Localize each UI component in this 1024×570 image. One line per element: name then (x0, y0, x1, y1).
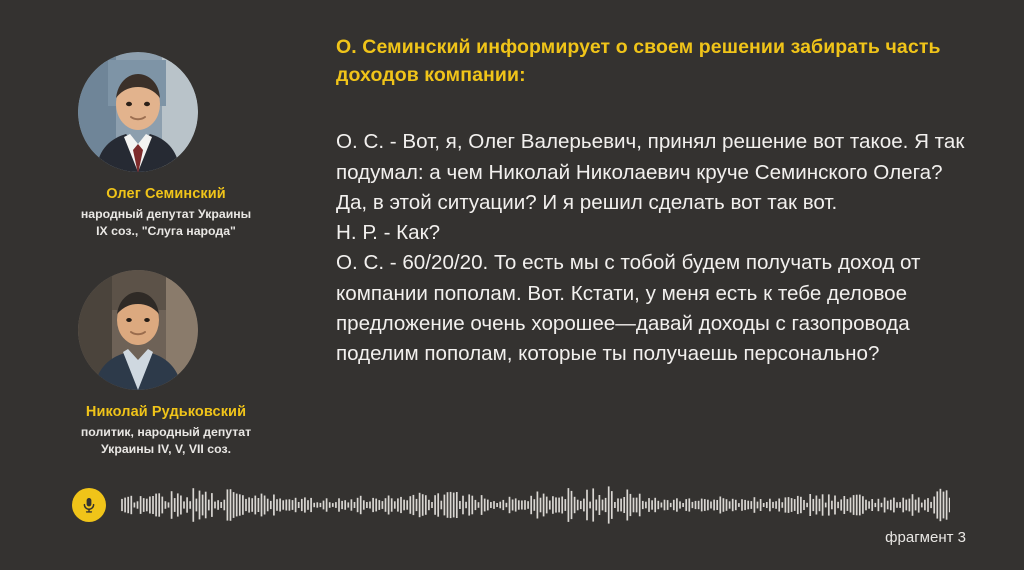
audio-waveform (120, 478, 950, 532)
transcript-block (336, 127, 976, 369)
transcript-paragraph: О. С. - Вот, я, Олег Валерьевич, принял решение вот такое. Я так подумал: а чем Николай Николаевич круче Семинского Олега? Да, в этой ситуации? И я решил сделать вот так вот. (336, 130, 965, 214)
speaker-card-1 (56, 52, 276, 240)
page-title: О. Семинский информирует о своем решении забирать часть доходов компании: (336, 36, 941, 86)
speaker-name: Олег Семинский (106, 186, 226, 202)
portrait-oleg-seminsky-icon (78, 52, 198, 172)
speaker-role-line1: народный депутат Украины (80, 207, 252, 221)
microphone-glyph (80, 496, 98, 514)
speaker-role-line2: Украины IV, V, VII соз. (101, 441, 231, 456)
portrait-nikolay-rudkovsky-icon (78, 270, 198, 390)
speaker-name: Николай Рудьковский (85, 403, 247, 420)
audio-bar (0, 474, 1024, 570)
avatar (78, 270, 198, 390)
transcript-paragraph: Н. Р. - Как? (336, 221, 441, 245)
speaker-role (56, 206, 276, 240)
speakers-column (56, 52, 276, 488)
transcript-paragraph: О. С. - 60/20/20. То есть мы с тобой будем получать доход от компании пополам. Вот. Кстати, у меня есть к тебе деловое предложение очень хорошее—давай доходы с газопровода поделим пополам, которые ты получаешь персонально? (336, 251, 921, 366)
speaker-role-line2: IX соз., "Слуга народа" (96, 223, 236, 238)
speaker-role-line1: политик, народный депутат (80, 424, 252, 439)
speaker-role (56, 424, 276, 458)
speaker-card-2 (56, 270, 276, 458)
microphone-icon (72, 488, 106, 522)
content-column (336, 34, 976, 370)
avatar (78, 52, 198, 172)
fragment-label: фрагмент 3 (885, 529, 966, 546)
